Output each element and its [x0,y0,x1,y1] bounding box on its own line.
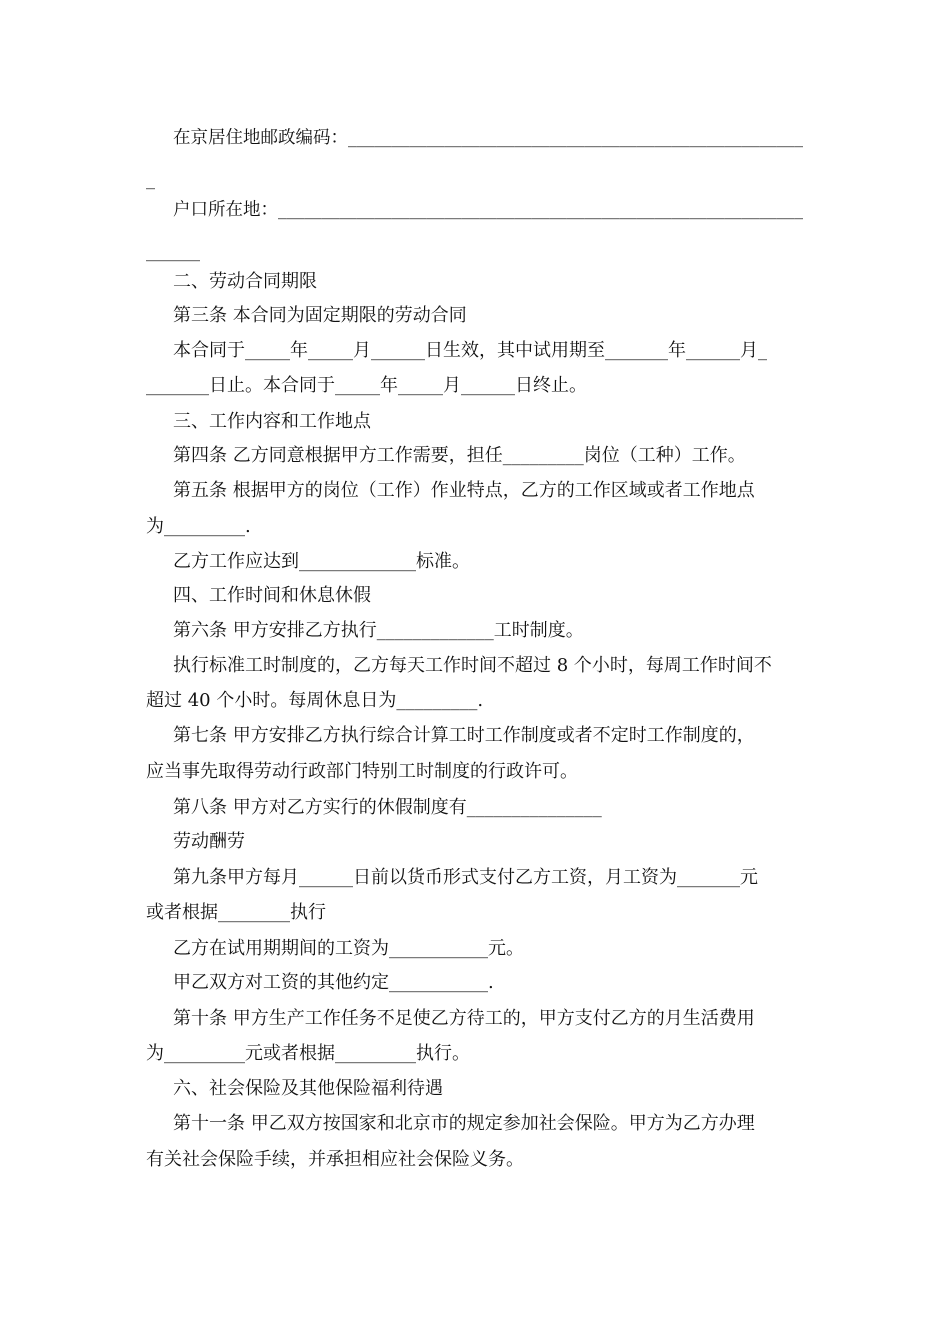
article-9: 第九条甲方每月______日前以货币形式支付乙方工资，月工资为_______元 [173,867,758,888]
other-wage-agreement-line: 甲乙双方对工资的其他约定___________. [173,972,494,993]
postal-code-line: 在京居住地邮政编码：____________________________________________________ [173,128,803,148]
household-registration-line-wrap: ______ [146,241,200,262]
article-3: 第三条 本合同为固定期限的劳动合同 [173,305,467,326]
article-11-wrap: 有关社会保险手续，并承担相应社会保险义务。 [146,1149,524,1170]
section-heading-remuneration: 劳动酬劳 [173,831,245,852]
section-heading-contract-term: 二、劳动合同期限 [173,271,317,292]
household-registration-line: 户口所在地：____________________________________________________________ [173,200,803,220]
standard-hours-line: 执行标准工时制度的，乙方每天工作时间不超过 8 个小时，每周工作时间不 [173,655,772,676]
section-heading-work-content: 三、工作内容和工作地点 [173,411,371,432]
article-7: 第七条 甲方安排乙方执行综合计算工时工作制度或者不定时工作制度的， [173,725,755,746]
standard-hours-line-wrap: 超过 40 个小时。每周休息日为_________. [146,690,484,711]
contract-dates-line-wrap: _______日止。本合同于_____年_____月______日终止。 [146,375,587,396]
article-11: 第十一条 甲乙双方按国家和北京市的规定参加社会保险。甲方为乙方办理 [173,1113,755,1134]
work-standard-line: 乙方工作应达到_____________标准。 [173,551,470,572]
postal-code-line-wrap: _ [146,169,155,190]
section-heading-work-hours: 四、工作时间和休息休假 [173,585,371,606]
article-5: 第五条 根据甲方的岗位（工作）作业特点，乙方的工作区域或者工作地点 [173,480,755,501]
article-9-wrap: 或者根据________执行 [146,902,326,923]
article-6: 第六条 甲方安排乙方执行_____________工时制度。 [173,620,584,641]
article-4: 第四条 乙方同意根据甲方工作需要，担任_________岗位（工种）工作。 [173,445,746,466]
article-10: 第十条 甲方生产工作任务不足使乙方待工的，甲方支付乙方的月生活费用 [173,1008,755,1029]
article-8: 第八条 甲方对乙方实行的休假制度有_______________ [173,797,602,818]
probation-wage-line: 乙方在试用期期间的工资为___________元。 [173,938,524,959]
contract-dates-line: 本合同于_____年_____月______日生效，其中试用期至_______年______月_ [173,340,767,361]
section-heading-social-insurance: 六、社会保险及其他保险福利待遇 [173,1078,443,1099]
article-5-wrap: 为_________. [146,516,251,537]
article-10-wrap: 为_________元或者根据_________执行。 [146,1043,470,1064]
article-7-wrap: 应当事先取得劳动行政部门特别工时制度的行政许可。 [146,761,578,782]
